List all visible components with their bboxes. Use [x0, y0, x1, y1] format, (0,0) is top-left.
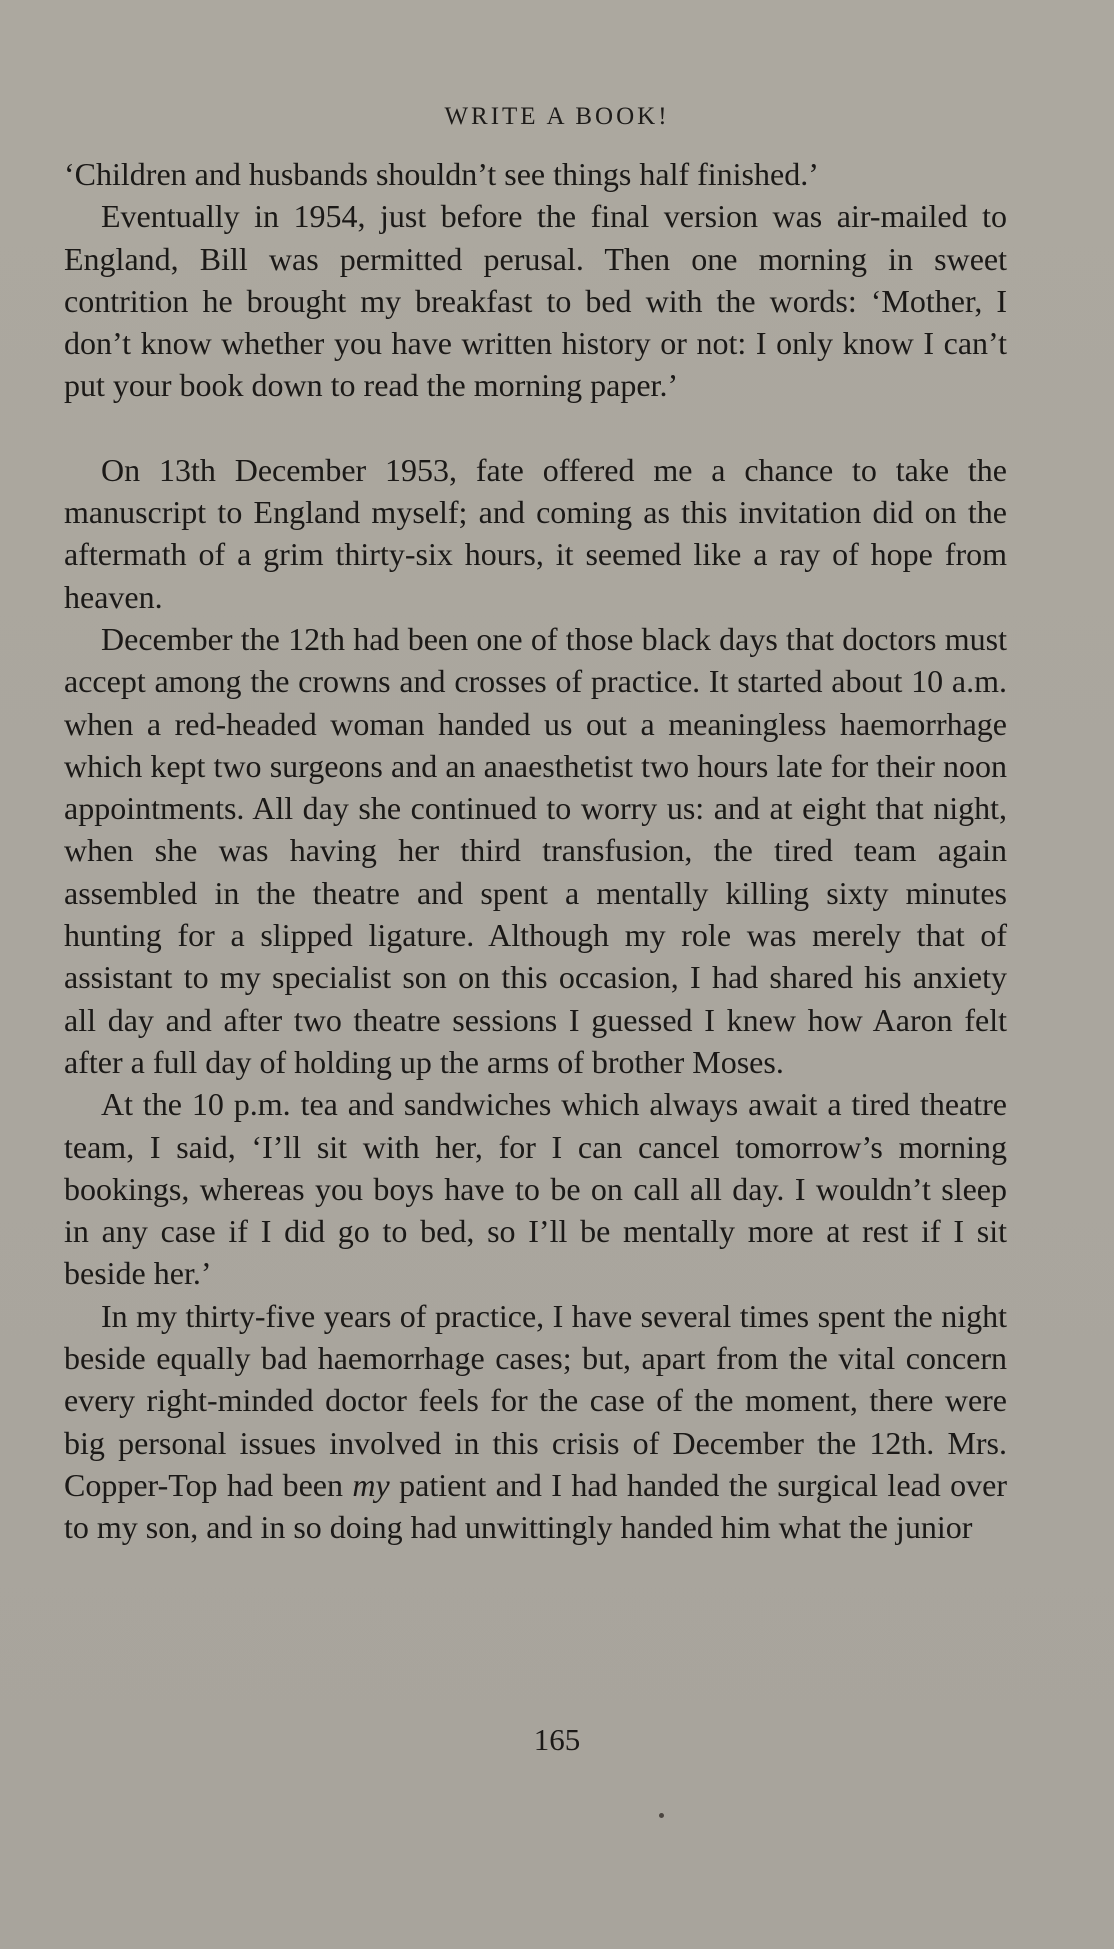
paragraph-5: At the 10 p.m. tea and sandwiches which always await a tired theatre team, I said, ‘I’ll sit with her, for I can cancel tomorrow’s morning bookings, whereas you boys have to be on call all day. I wouldn’t sleep in any case if I did go to bed, so I’ll be mentally more at rest if I sit beside her.’: [64, 1086, 1007, 1292]
running-head: WRITE A BOOK!: [444, 103, 670, 130]
emphasis-my: my: [352, 1466, 390, 1503]
paragraph-2: Eventually in 1954, just before the final version was air-mailed to England, Bill was permitted perusal. Then one morning in sweet contrition he brought my breakfast to bed with the words: ‘Mother, I don’t know whether you have written history or not: I only know I can’t put your book down to read the morning paper.’: [64, 198, 1007, 404]
paragraph-4: December the 12th had been one of those black days that doctors must accept among the crowns and crosses of practice. It started about 10 a.m. when a red-headed woman handed us out a meaningless haemorrhage which kept two surgeons and an anaesthetist two hours late for their noon appointments. All day she continued to worry us: and at eight that night, when she was having her third transfusion, the tired team again assembled in the theatre and spent a mentally killing sixty minutes hunting for a slipped ligature. Although my role was merely that of assistant to my specialist son on this occasion, I had shared his anxiety all day and after two theatre sessions I guessed I knew how Aaron felt after a full day of holding up the arms of brother Moses.: [64, 620, 1007, 1080]
paragraph-1: ‘Children and husbands shouldn’t see things half finished.’: [64, 156, 819, 192]
paragraph-3: On 13th December 1953, fate offered me a chance to take the manuscript to England myself; and coming as this invitation did on the aftermath of a grim thirty-six hours, it seemed like a ray of hope from heaven.: [64, 451, 1007, 615]
paragraph-6: In my thirty-five years of practice, I have several times spent the night beside equally bad haemorrhage cases; but, apart from the vital concern every right-minded doctor feels for the case of the moment, there were big personal issues involved in this crisis of December the 12th. Mrs. Copper-Top had been my patient and I had handed the surgical lead over to my son, and in so doing had unwittingly handed him what the junior: [64, 1297, 1008, 1546]
body-text: [64, 153, 1007, 1549]
page-number: 165: [533, 1722, 581, 1757]
paper-speck: [659, 1813, 664, 1818]
